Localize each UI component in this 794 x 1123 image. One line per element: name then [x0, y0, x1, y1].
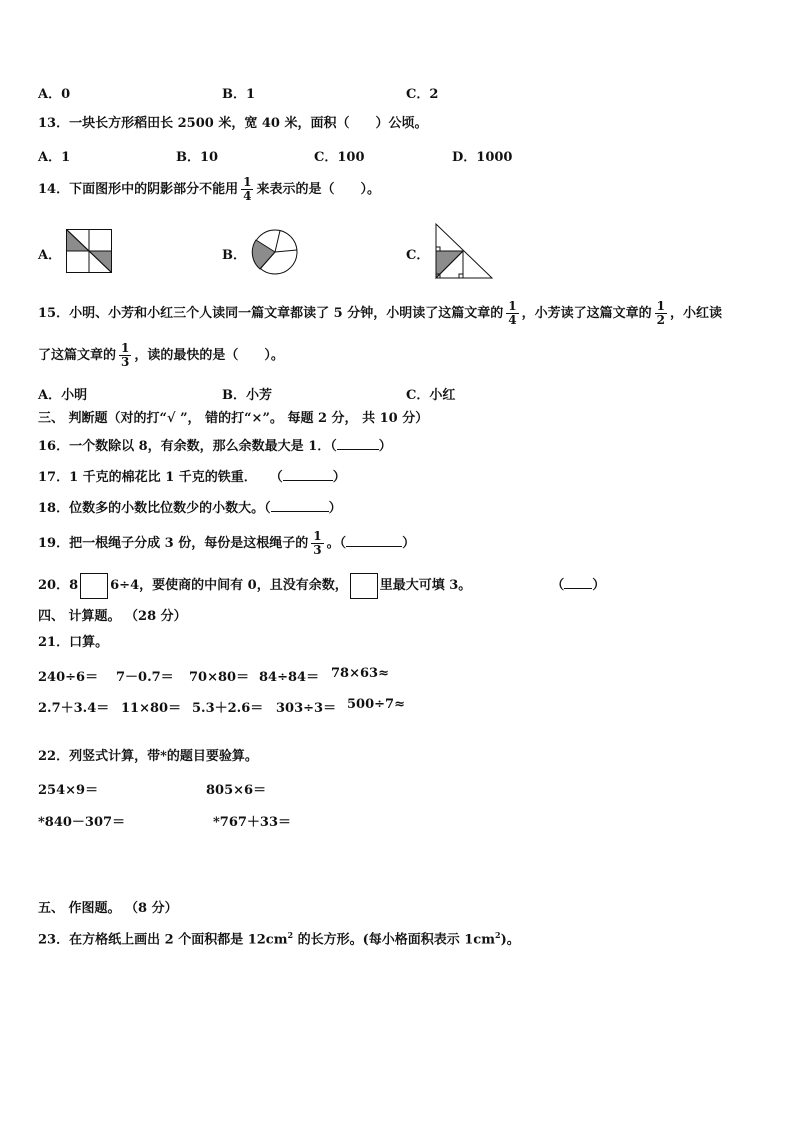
answer-blank[interactable] [283, 468, 333, 481]
q15-option-a: A．小明 [38, 388, 88, 403]
q14-option-c: C． [406, 248, 430, 263]
question-15-line2: 了这篇文章的 $\frac{1}{3}$ ，读的最快的是（ ）。 [38, 341, 284, 369]
question-19: 19．把一根绳子分成 3 份，每份是这根绳子的 $\frac{1}{3}$ 。（ ） [38, 529, 416, 557]
digit-box[interactable] [350, 573, 378, 599]
q13-option-b: B．10 [176, 150, 219, 165]
question-18: 18．位数多的小数比位数少的小数大。（ ） [38, 501, 342, 516]
question-13: 13．一块长方形稻田长 2500 米，宽 40 米，面积（ ）公顷。 [38, 116, 428, 131]
question-22-title: 22．列竖式计算，带*的题目要验算。 [38, 749, 258, 764]
section-5-heading: 五、 作图题。 （8 分） [38, 901, 178, 916]
square-grid-figure [66, 229, 112, 273]
answer-blank[interactable] [337, 437, 379, 450]
q13-option-a: A．1 [38, 150, 71, 165]
circle-figure [250, 228, 300, 276]
question-14: 14．下面图形中的阴影部分不能用 $\frac{1}{4}$ 来表示的是（ ）。 [38, 175, 380, 203]
q14-option-a: A． [38, 248, 62, 263]
section-3-heading: 三、 判断题（对的打“√ ”， 错的打“×”。 每题 2 分， 共 10 分） [38, 411, 429, 426]
question-23: 23．在方格纸上画出 2 个面积都是 $12cm^2$ 的长方形。(每小格面积表示 $1cm^2$)。 [38, 930, 520, 948]
q15-option-b: B．小芳 [222, 388, 272, 403]
question-16: 16．一个数除以 8，有余数，那么余数最大是 1．（ ） [38, 439, 392, 454]
answer-blank[interactable] [346, 534, 402, 547]
option-c: C．2 [406, 87, 439, 102]
answer-blank[interactable] [564, 576, 592, 589]
q15-option-c: C．小红 [406, 388, 456, 403]
question-15: 15．小明、小芳和小红三个人读同一篇文章都读了 5 分钟，小明读了这篇文章的 $\frac{1}{4}$ ，小芳读了这篇文章的 $\frac{1}{2}$ ，小红读 [38, 299, 722, 327]
section-4-heading: 四、 计算题。 （28 分） [38, 609, 187, 624]
triangle-figure [434, 222, 494, 280]
digit-box[interactable] [80, 573, 108, 599]
q14-option-b: B． [222, 248, 246, 263]
fraction: $\frac{1}{4}$ [243, 175, 252, 203]
option-a: A．0 [38, 87, 71, 102]
answer-blank[interactable] [271, 499, 329, 512]
option-b: B．1 [222, 87, 256, 102]
q13-option-d: D．1000 [452, 150, 513, 165]
question-21-title: 21．口算。 [38, 635, 109, 650]
question-20: 20．8 6÷4，要使商的中间有 0，且没有余数， 里最大可填 3。 （ ） [38, 572, 605, 600]
q13-option-c: C．100 [314, 150, 365, 165]
question-17: 17．1 千克的棉花比 1 千克的铁重． （ ） [38, 470, 346, 485]
